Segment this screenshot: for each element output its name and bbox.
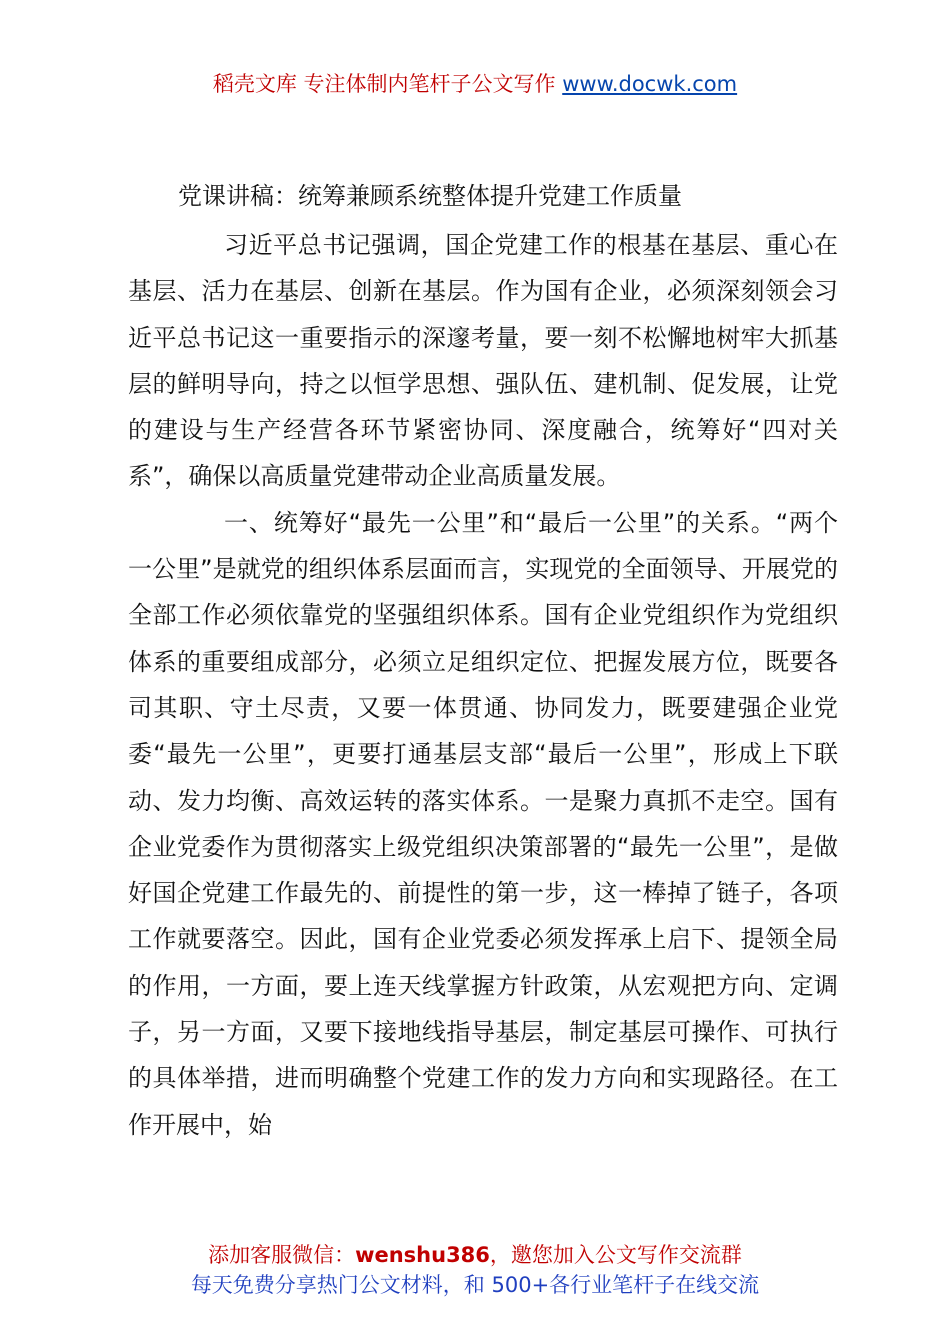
footer-contact-suffix: ，邀您加入公文写作交流群 — [489, 1243, 742, 1267]
page-footer — [0, 1240, 950, 1300]
document-title: 党课讲稿：统筹兼顾系统整体提升党建工作质量 — [178, 182, 682, 210]
footer-wechat-id: wenshu386 — [355, 1243, 490, 1267]
paragraph-section-one: 一、统筹好“最先一公里”和“最后一公里”的关系。“两个一公里”是就党的组织体系层面而言，实现党的全面领导、开展党的全部工作必须依靠党的坚强组织体系。国有企业党组织作为党组织体系的重要组成部分，必须立足组织定位、把握发展方位，既要各司其职、守土尽责，又要一体贯通、协同发力，既要建强企业党委“最先一公里”，更要打通基层支部“最后一公里”，形成上下联动、发力均衡、高效运转的落实体系。一是聚力真抓不走空。国有企业党委作为贯彻落实上级党组织决策部署的“最先一公里”，是做好国企党建工作最先的、前提性的第一步，这一棒掉了链子，各项工作就要落空。因此，国有企业党委必须发挥承上启下、提领全局的作用，一方面，要上连天线掌握方针政策，从宏观把方向、定调子，另一方面，又要下接地线指导基层，制定基层可操作、可执行的具体举措，进而明确整个党建工作的发力方向和实现路径。在工作开展中，始 — [128, 508, 838, 1139]
paragraph-intro: 习近平总书记强调，国企党建工作的根基在基层、重心在基层、活力在基层、创新在基层。作为国有企业，必须深刻领会习近平总书记这一重要指示的深邃考量，要一刻不松懈地树牢大抓基层的鲜明导向，持之以恒学思想、强队伍、建机制、促发展，让党的建设与生产经营各环节紧密协同、深度融合，统筹好“四对关系”，确保以高质量党建带动企业高质量发展。 — [128, 231, 838, 491]
page-header — [0, 70, 950, 98]
footer-contact-line — [0, 1240, 950, 1270]
footer-contact-prefix: 添加客服微信： — [208, 1243, 356, 1267]
footer-share-line: 每天免费分享热门公文材料，和 500+各行业笔杆子在线交流 — [190, 1273, 760, 1297]
header-url-link[interactable]: www.docwk.com — [562, 72, 738, 96]
header-brand-text: 稻壳文库 专注体制内笔杆子公文写作 — [212, 72, 563, 96]
article-body — [128, 222, 838, 1148]
